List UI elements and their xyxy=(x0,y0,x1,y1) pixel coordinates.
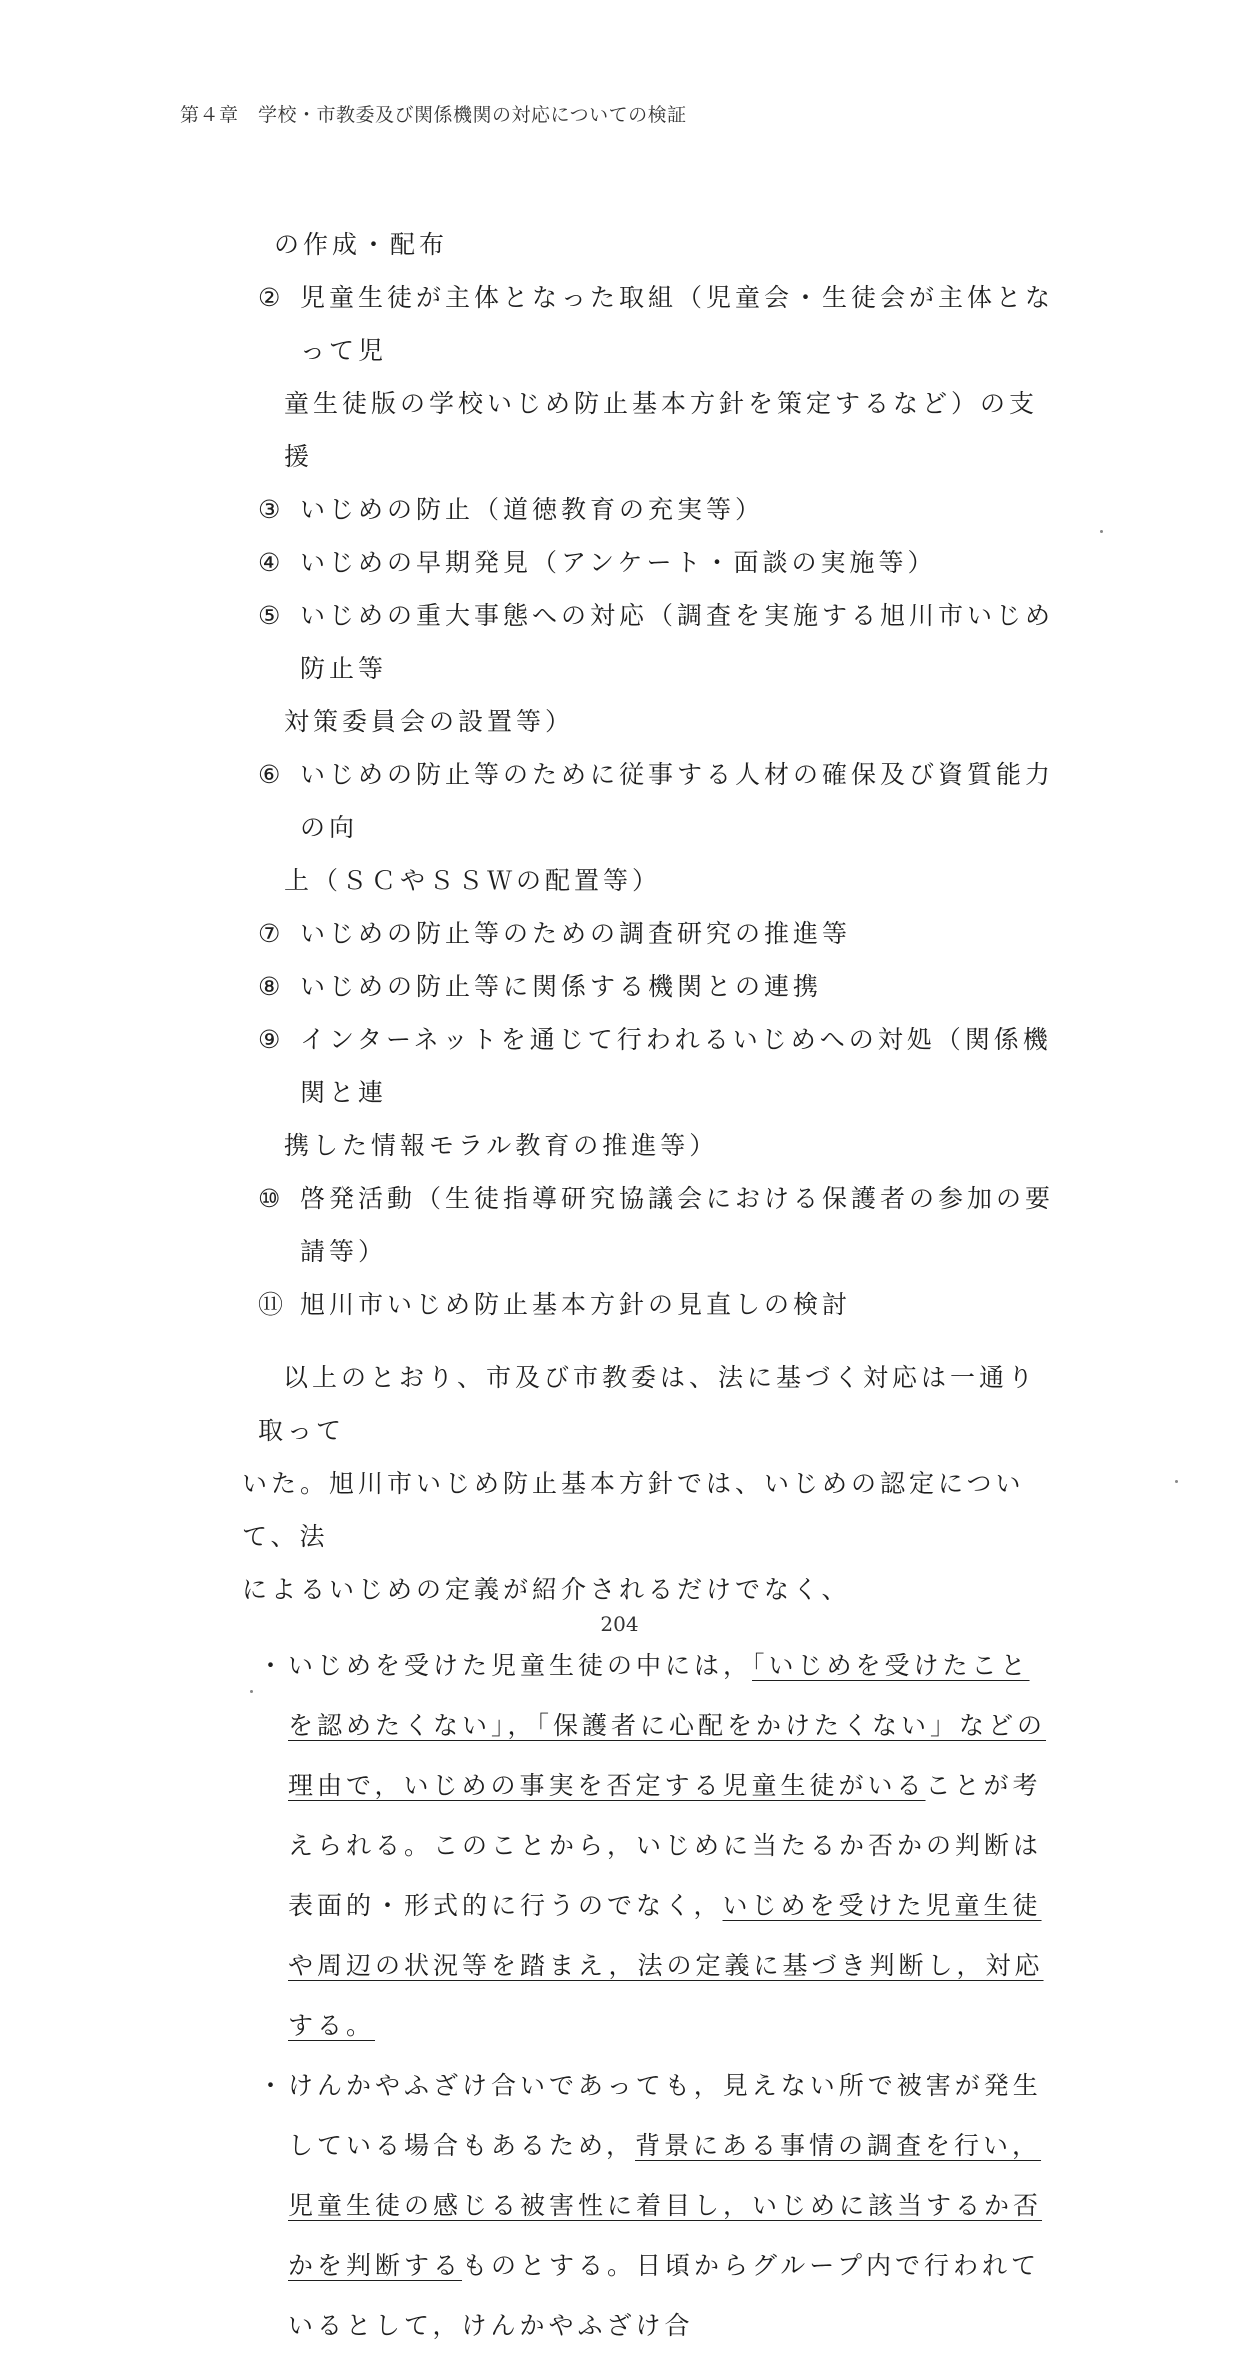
list-number: ⑥ xyxy=(258,760,285,789)
summary-paragraph xyxy=(242,1351,1058,1616)
list-item-4 xyxy=(258,536,1058,589)
list-item-2 xyxy=(258,271,1058,483)
list-line: 対策委員会の設置等） xyxy=(284,707,575,736)
scan-speck xyxy=(250,1690,253,1693)
paragraph-line: によるいじめの定義が紹介されるだけでなく、 xyxy=(242,1575,851,1604)
list-number: ⑤ xyxy=(258,601,285,630)
list-item-11 xyxy=(258,1278,1058,1331)
list-line: 上（ＳＣやＳＳＷの配置等） xyxy=(284,866,662,895)
list-number: ④ xyxy=(258,548,285,577)
scan-speck xyxy=(1100,530,1103,533)
bullet-text: ことが考えられる。このことから，いじめに当たるか否かの判断は表面的・形式的に行うのでなく， xyxy=(288,1771,1043,1920)
underlined-text: 「いじめを受けたことを認めたくない」，「保護者に心配をかけたくない」などの理由で，いじめの事実を否定する児童生徒がいる xyxy=(288,1651,1047,1800)
list-item-8 xyxy=(258,960,1058,1013)
paragraph-line: いた。旭川市いじめ防止基本方針では、いじめの認定について、法 xyxy=(242,1469,1025,1551)
list-item-10 xyxy=(258,1172,1058,1278)
list-line: いじめの早期発見（アンケート・面談の実施等） xyxy=(300,548,937,577)
list-number: ⑦ xyxy=(258,919,285,948)
main-content xyxy=(242,218,1058,2356)
underlined-text: 背景にある事情の調査を行い，児童生徒の感じる被害性に着目し，いじめに該当するか否かを判断する xyxy=(288,2131,1043,2280)
list-item-7 xyxy=(258,907,1058,960)
list-number: ⑪ xyxy=(258,1290,288,1319)
list-line: インターネットを通じて行われるいじめへの対処（関係機関と連 xyxy=(300,1025,1052,1107)
bullet-text: けんかやふざけ合いであっても，見えない所で被害が発生している場合もあるため， xyxy=(288,2071,1042,2160)
list-line: いじめの防止等のための調査研究の推進等 xyxy=(300,919,852,948)
list-number: ③ xyxy=(258,495,285,524)
list-line: いじめの防止（道徳教育の充実等） xyxy=(300,495,765,524)
list-number: ⑧ xyxy=(258,972,285,1001)
underlined-text: いじめを受けた児童生徒や周辺の状況等を踏まえ，法の定義に基づき判断し，対応する。 xyxy=(288,1891,1044,2040)
scan-speck xyxy=(1175,1480,1178,1483)
list-line: いじめの防止等に関係する機関との連携 xyxy=(300,972,823,1001)
bullet-symbol: ・ xyxy=(258,2071,288,2100)
list-line: 童生徒版の学校いじめ防止基本方針を策定するなど）の支援 xyxy=(284,389,1039,471)
list-line: 携した情報モラル教育の推進等） xyxy=(284,1131,719,1160)
list-line: いじめの防止等のために従事する人材の確保及び資質能力の向 xyxy=(300,760,1055,842)
bullet-text: いじめを受けた児童生徒の中には， xyxy=(288,1651,753,1680)
bullet-item-1 xyxy=(258,1636,1058,2056)
list-line: 啓発活動（生徒指導研究協議会における保護者の参加の要請等） xyxy=(300,1184,1055,1266)
bullet-symbol: ・ xyxy=(258,1651,288,1680)
list-line: いじめの重大事態への対応（調査を実施する旭川市いじめ防止等 xyxy=(300,601,1055,683)
page-number: 204 xyxy=(600,1612,639,1636)
list-item-6 xyxy=(258,748,1058,907)
list-line: 旭川市いじめ防止基本方針の見直しの検討 xyxy=(300,1290,852,1319)
bullet-item-2 xyxy=(258,2056,1058,2356)
running-header: 第４章 学校・市教委及び関係機関の対応についての検証 xyxy=(180,104,687,126)
list-number: ② xyxy=(258,283,285,312)
list-number: ⑨ xyxy=(258,1025,285,1054)
paragraph-line: 以上のとおり、市及び市教委は、法に基づく対応は一通り取って xyxy=(258,1363,1038,1445)
quoted-policy-bullets xyxy=(258,1636,1058,2356)
bullet-text: ものとする。日頃からグループ内で行われているとして，けんかやふざけ合 xyxy=(288,2251,1041,2340)
list-number: ⑩ xyxy=(258,1184,285,1213)
list-line: 児童生徒が主体となった取組（児童会・生徒会が主体となって児 xyxy=(300,283,1055,365)
list-continuation: の作成・配布 xyxy=(274,230,449,259)
list-item-9 xyxy=(258,1013,1058,1172)
list-item-5 xyxy=(258,589,1058,748)
list-item-3 xyxy=(258,483,1058,536)
